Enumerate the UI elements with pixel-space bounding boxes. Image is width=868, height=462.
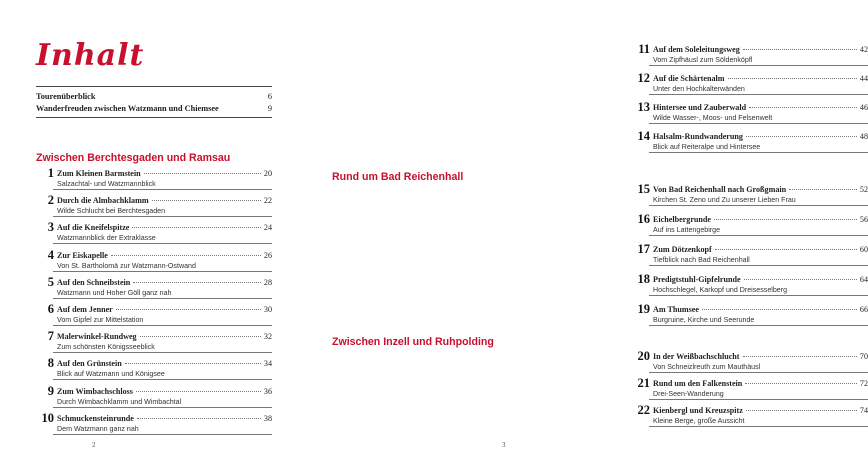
- right-page: [300, 0, 868, 462]
- toc-entry-subtitle: Blick auf Watzmann und Königsee: [57, 370, 165, 379]
- toc-entry-subtitle: Von St. Bartholomä zur Watzmann-Ostwand: [57, 261, 196, 270]
- entry-rule: [649, 152, 868, 153]
- leader-dots: [749, 107, 857, 108]
- toc-entry-number: 5: [47, 274, 54, 289]
- toc-entry-title: Eichelbergrunde: [653, 215, 712, 224]
- toc-entry-number: 12: [637, 71, 650, 85]
- toc-entry-page: 60: [859, 245, 868, 254]
- toc-entry-subtitle: Salzachtal- und Watzmannblick: [57, 180, 156, 188]
- toc-entry-subtitle: Wilde Schlucht bei Berchtesgaden: [57, 207, 166, 216]
- toc-entry-subtitle: Tiefblick nach Bad Reichenhall: [653, 256, 750, 264]
- toc-entry-page: 36: [263, 386, 272, 396]
- entry-rule: [649, 325, 868, 326]
- toc-entry[interactable]: [36, 195, 272, 219]
- toc-entry[interactable]: [632, 378, 868, 402]
- toc-entry-number: 3: [47, 220, 54, 235]
- toc-entry-subtitle: Blick auf Reiteralpe und Hintersee: [653, 143, 761, 151]
- toc-entry-subtitle: Von Schneizlreuth zum Mauthäusl: [653, 363, 761, 371]
- toc-entry-title: In der Weißbachschlucht: [653, 352, 740, 361]
- toc-entry-number: 20: [637, 349, 650, 363]
- entry-rule: [649, 295, 868, 296]
- toc-entry-title: Zum Kleinen Barmstein: [57, 169, 141, 178]
- toc-entry-page: 26: [263, 250, 272, 260]
- entry-rule: [53, 379, 272, 380]
- toc-entry[interactable]: [36, 222, 272, 246]
- leader-dots: [140, 336, 261, 337]
- toc-entry-page: 32: [263, 332, 272, 342]
- entry-rule: [649, 265, 868, 266]
- page-number-right: 3: [502, 441, 506, 449]
- toc-entry-page: 74: [859, 406, 868, 415]
- entry-rule: [649, 123, 868, 124]
- entry-rule: [649, 426, 868, 427]
- leader-dots: [116, 309, 261, 310]
- toc-entry-title: Von Bad Reichenhall nach Großgmain: [653, 185, 787, 194]
- intro-item-title: Tourenüberblick: [36, 92, 96, 101]
- toc-entry-title: Predigtstuhl-Gipfelrunde: [653, 275, 741, 284]
- toc-entry-title: Schmuckensteinrunde: [57, 413, 134, 423]
- toc-entry-title: Zum Wimbachschloss: [57, 386, 133, 396]
- toc-entry-subtitle: Vom Zipfhäusl zum Söldenköpfl: [653, 56, 753, 64]
- toc-entry-title: Kienbergl und Kreuzspitz: [653, 406, 743, 415]
- leader-dots: [715, 249, 857, 250]
- toc-entry-page: 46: [859, 103, 868, 112]
- entry-rule: [649, 372, 868, 373]
- toc-entry-page: 38: [263, 413, 272, 423]
- entry-rule: [649, 399, 868, 400]
- toc-entry-subtitle: Durch Wimbachklamm und Wimbachtal: [57, 397, 182, 406]
- toc-entry-number: 4: [47, 247, 54, 262]
- toc-entry[interactable]: [36, 410, 272, 437]
- entry-rule: [649, 94, 868, 95]
- toc-entry-page: 72: [859, 379, 868, 388]
- toc-entry-title: Zur Eiskapelle: [57, 250, 108, 260]
- leader-dots: [744, 279, 857, 280]
- toc-entry-number: 7: [47, 329, 54, 344]
- leader-dots: [144, 173, 261, 174]
- toc-entry-number: 17: [637, 242, 650, 256]
- toc-entry-subtitle: Zum schönsten Königsseeblick: [57, 343, 155, 352]
- toc-entry[interactable]: [632, 244, 868, 268]
- toc-entry[interactable]: [632, 102, 868, 126]
- toc-entry-title: Auf die Kneifelspitze: [57, 223, 130, 233]
- leader-dots: [746, 410, 857, 411]
- entry-rule: [53, 325, 272, 326]
- toc-entry[interactable]: [36, 168, 272, 192]
- page-number-left: 2: [92, 441, 96, 449]
- toc-entry-number: 19: [637, 302, 650, 316]
- toc-entry-number: 6: [47, 302, 54, 316]
- toc-entry-page: 66: [859, 305, 868, 314]
- toc-entry-page: 22: [263, 196, 272, 206]
- leader-dots: [743, 356, 857, 357]
- toc-entry[interactable]: [36, 383, 272, 410]
- section-heading-inzell-ruhpolding: Zwischen Inzell und Ruhpolding: [332, 336, 494, 348]
- toc-entry[interactable]: [632, 274, 868, 298]
- toc-entry[interactable]: [632, 214, 868, 238]
- toc-entry[interactable]: [632, 351, 868, 375]
- toc-entry-number: 1: [47, 166, 54, 180]
- toc-entry-page: 20: [263, 169, 272, 178]
- entry-rule: [649, 205, 868, 206]
- leader-dots: [746, 136, 857, 137]
- toc-entry-subtitle: Auf ins Lattengebirge: [653, 226, 721, 234]
- leader-dots: [702, 309, 857, 310]
- toc-entry-number: 21: [637, 376, 650, 390]
- section-heading-berchtesgaden: Zwischen Berchtesgaden und Ramsau: [36, 152, 231, 164]
- entry-rule: [53, 216, 272, 217]
- intro-item-title: Wanderfreuden zwischen Watzmann und Chiemsee: [36, 104, 219, 113]
- toc-entry-page: 48: [859, 132, 868, 141]
- leader-dots: [137, 418, 261, 419]
- leader-dots: [745, 383, 857, 384]
- toc-entry-number: 22: [637, 403, 650, 417]
- title-rule: [36, 86, 272, 87]
- toc-entry-number: 8: [47, 356, 54, 371]
- toc-entry-page: 64: [859, 275, 868, 284]
- toc-entry[interactable]: [36, 358, 272, 382]
- toc-entry-title: Auf die Schärtenalm: [653, 74, 725, 83]
- toc-entry-title: Halsalm-Rundwanderung: [653, 132, 743, 141]
- toc-entry-title: Durch die Almbachklamm: [57, 196, 149, 206]
- entry-rule: [53, 434, 272, 435]
- toc-entry-number: 9: [47, 383, 54, 398]
- toc-entry-number: 10: [41, 410, 54, 425]
- intro-rule: [36, 117, 272, 118]
- toc-entry[interactable]: [632, 184, 868, 208]
- toc-entry-subtitle: Drei-Seen-Wanderung: [653, 390, 724, 398]
- toc-entry-title: Am Thumsee: [653, 305, 699, 314]
- left-page: [0, 0, 300, 462]
- toc-entry-subtitle: Wilde Wasser-, Moos- und Felsenwelt: [653, 114, 773, 122]
- leader-dots: [125, 363, 261, 364]
- toc-entry-number: 15: [637, 182, 650, 196]
- intro-item-page: 9: [267, 104, 272, 113]
- entry-rule: [53, 271, 272, 272]
- toc-entry-subtitle: Kleine Berge, große Aussicht: [653, 417, 745, 425]
- toc-entry-subtitle: Hochschlegel, Karkopf und Dreisesselberg: [653, 286, 788, 294]
- toc-entry-title: Auf den Grünstein: [57, 359, 122, 369]
- toc-entry-page: 70: [859, 352, 868, 361]
- entry-rule: [53, 243, 272, 244]
- entry-rule: [53, 407, 272, 408]
- leader-dots: [136, 391, 261, 392]
- toc-entry-page: 24: [263, 223, 272, 233]
- leader-dots: [743, 49, 857, 50]
- intro-item-overview[interactable]: [36, 92, 272, 104]
- toc-entry[interactable]: [36, 247, 272, 274]
- toc-entry-subtitle: Burgruine, Kirche und Seerunde: [653, 316, 755, 324]
- leader-dots: [111, 255, 261, 256]
- toc-entry-title: Auf den Schneibstein: [57, 277, 131, 287]
- toc-entry-page: 42: [859, 45, 868, 54]
- leader-dots: [133, 282, 261, 283]
- toc-entry[interactable]: [36, 274, 272, 301]
- toc-entry[interactable]: [632, 44, 868, 68]
- entry-rule: [649, 235, 868, 236]
- toc-entry-subtitle: Unter den Hochkalterwänden: [653, 85, 745, 93]
- toc-entry-title: Auf dem Jenner: [57, 305, 113, 314]
- intro-item-page: 6: [267, 92, 272, 101]
- toc-entry-number: 16: [637, 212, 650, 226]
- leader-dots: [714, 219, 857, 220]
- toc-entry-subtitle: Watzmann und Hoher Göll ganz nah: [57, 288, 172, 297]
- entry-rule: [53, 352, 272, 353]
- toc-entry-number: 2: [47, 193, 54, 208]
- toc-entry[interactable]: [632, 405, 868, 429]
- leader-dots: [789, 189, 857, 190]
- toc-entry-subtitle: Watzmannblick der Extraklasse: [57, 234, 156, 243]
- leader-dots: [728, 78, 857, 79]
- toc-entry-page: 52: [859, 185, 868, 194]
- toc-entry-subtitle: Vom Gipfel zur Mittelstation: [57, 316, 144, 324]
- leader-dots: [132, 227, 261, 228]
- toc-entry-title: Zum Dötzenkopf: [653, 245, 712, 254]
- toc-entry-title: Malerwinkel-Rundweg: [57, 332, 137, 342]
- toc-entry-title: Hintersee und Zauberwald: [653, 103, 747, 112]
- page-title: Inhalt: [36, 38, 145, 73]
- toc-entry-number: 11: [638, 42, 650, 56]
- toc-entry-subtitle: Dem Watzmann ganz nah: [57, 424, 139, 433]
- toc-entry[interactable]: [36, 304, 272, 328]
- toc-entry[interactable]: [36, 331, 272, 355]
- toc-entry-title: Rund um den Falkenstein: [653, 379, 743, 388]
- toc-entry-page: 56: [859, 215, 868, 224]
- entry-rule: [53, 189, 272, 190]
- intro-item-wanderfreuden[interactable]: [36, 104, 272, 116]
- toc-entry-page: 30: [263, 305, 272, 314]
- entry-rule: [53, 298, 272, 299]
- leader-dots: [152, 200, 261, 201]
- toc-entry[interactable]: [632, 131, 868, 155]
- toc-entry-page: 34: [263, 359, 272, 369]
- toc-entry-page: 44: [859, 74, 868, 83]
- toc-entry-title: Auf dem Soleleitungsweg: [653, 45, 740, 54]
- toc-entry-page: 28: [263, 277, 272, 287]
- toc-entry-number: 18: [637, 272, 650, 286]
- toc-entry[interactable]: [632, 73, 868, 97]
- toc-entry-number: 13: [637, 100, 650, 114]
- section-heading-bad-reichenhall: Rund um Bad Reichenhall: [332, 171, 464, 183]
- toc-entry-subtitle: Kirchen St. Zeno und Zu unserer Lieben Frau: [653, 196, 796, 204]
- toc-entry-number: 14: [637, 129, 650, 143]
- toc-entry[interactable]: [632, 304, 868, 328]
- entry-rule: [649, 65, 868, 66]
